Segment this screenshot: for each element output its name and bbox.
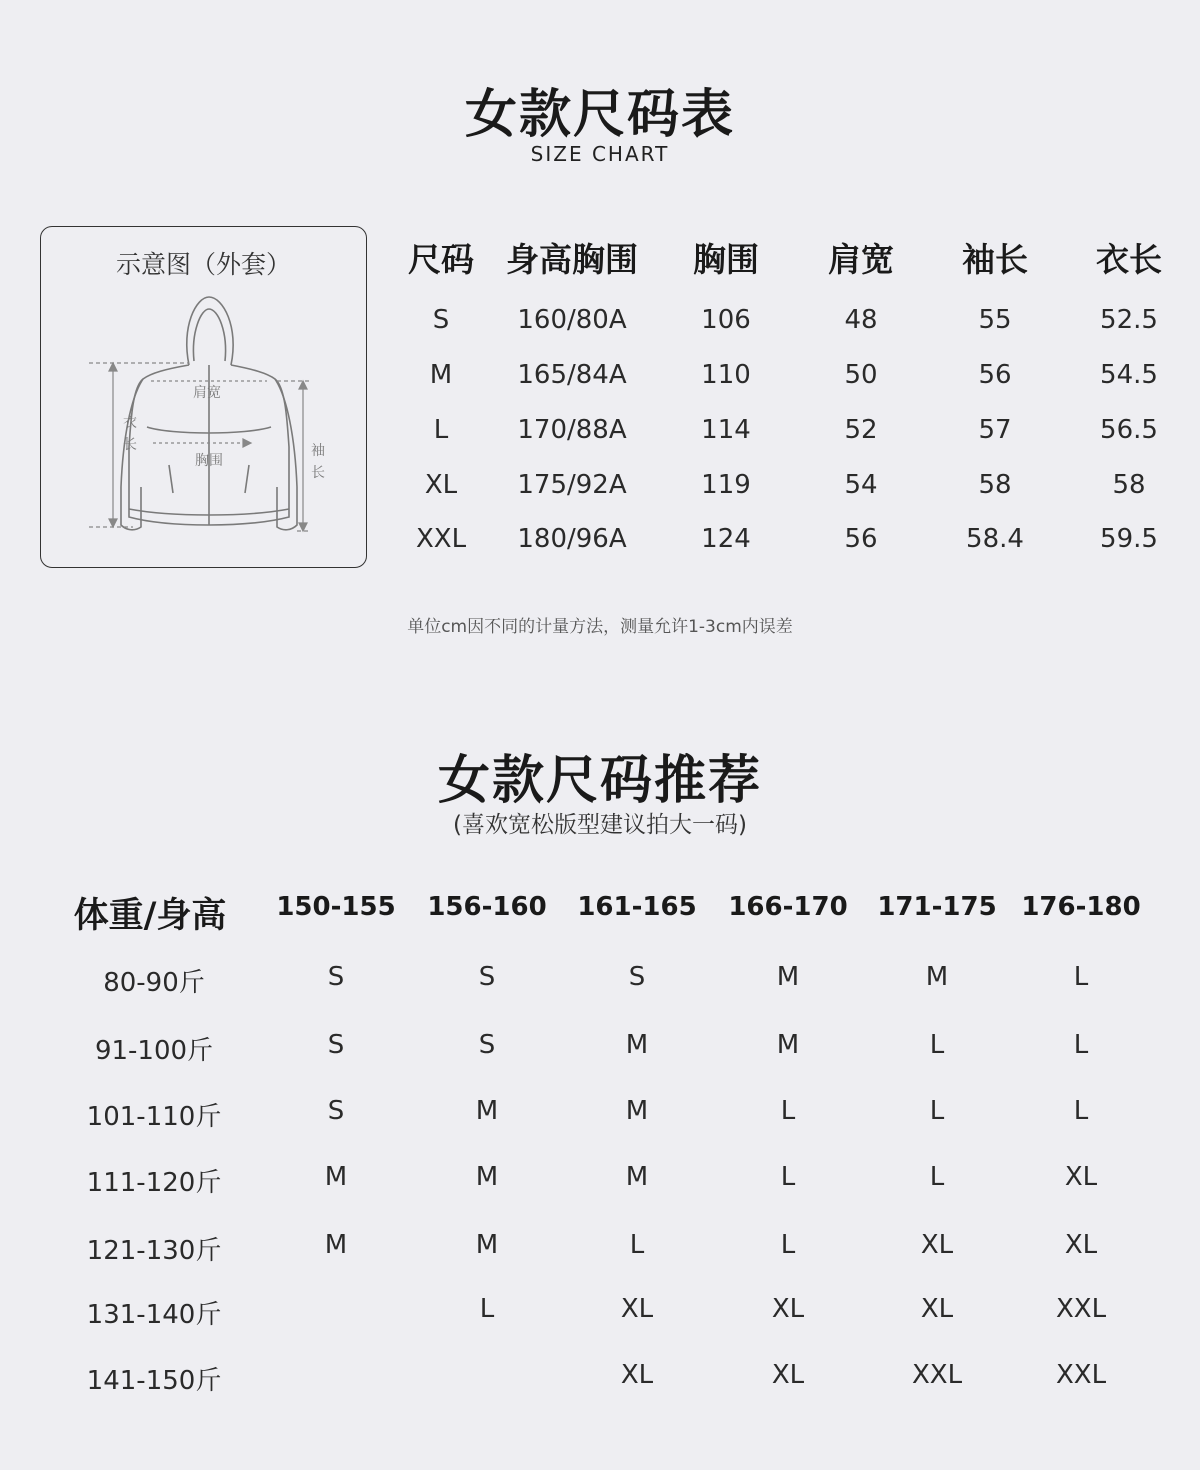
size-header-length: 衣长 <box>1096 240 1162 279</box>
rec-size-cell: M <box>475 1230 499 1260</box>
size-cell-chest: 110 <box>701 360 751 390</box>
recommendation-subtitle: (喜欢宽松版型建议拍大一码) <box>453 812 747 838</box>
size-cell-length: 59.5 <box>1100 524 1158 554</box>
size-cell-sleeve: 55 <box>978 305 1012 335</box>
size-cell-size: S <box>432 305 450 335</box>
rec-size-cell: S <box>478 962 496 992</box>
rec-size-cell: XL <box>920 1230 954 1260</box>
rec-size-cell: L <box>929 1030 945 1060</box>
size-chart-title: 女款尺码表 <box>464 85 735 145</box>
sleeve-label-2: 长 <box>311 465 325 481</box>
size-cell-length: 54.5 <box>1100 360 1158 390</box>
chest-label: 胸围 <box>195 453 223 469</box>
rec-size-cell: XL <box>771 1360 805 1390</box>
rec-size-cell: M <box>324 1230 348 1260</box>
rec-weight-label: 80-90斤 <box>103 968 205 998</box>
rec-size-cell: XL <box>920 1294 954 1324</box>
rec-height-header: 161-165 <box>577 892 697 922</box>
measurement-note: 单位cm因不同的计量方法，测量允许1-3cm内误差 <box>407 617 793 637</box>
size-cell-shoulder: 54 <box>844 470 878 500</box>
rec-size-cell: L <box>780 1230 796 1260</box>
rec-size-cell: S <box>327 1030 345 1060</box>
length-label-2: 长 <box>123 437 137 453</box>
size-cell-size: L <box>433 415 449 445</box>
size-cell-height-chest: 170/88A <box>517 415 627 445</box>
size-cell-chest: 119 <box>701 470 751 500</box>
jacket-outline-icon <box>71 287 341 557</box>
size-cell-size: XL <box>424 470 458 500</box>
size-header-size: 尺码 <box>408 240 474 279</box>
size-cell-shoulder: 48 <box>844 305 878 335</box>
rec-size-cell: S <box>628 962 646 992</box>
size-header-chest: 胸围 <box>693 240 759 279</box>
rec-size-cell: M <box>475 1096 499 1126</box>
size-cell-sleeve: 58 <box>978 470 1012 500</box>
rec-size-cell: L <box>929 1162 945 1192</box>
rec-size-cell: XL <box>1064 1162 1098 1192</box>
rec-height-header: 166-170 <box>728 892 848 922</box>
size-cell-sleeve: 58.4 <box>966 524 1024 554</box>
rec-size-cell: L <box>479 1294 495 1324</box>
recommendation-title: 女款尺码推荐 <box>437 751 762 811</box>
rec-size-cell: XL <box>620 1294 654 1324</box>
size-cell-size: XXL <box>415 524 467 554</box>
size-cell-chest: 114 <box>701 415 751 445</box>
size-cell-chest: 106 <box>701 305 751 335</box>
rec-size-cell: L <box>1073 1096 1089 1126</box>
rec-weight-label: 141-150斤 <box>86 1366 222 1396</box>
size-cell-height-chest: 180/96A <box>517 524 627 554</box>
rec-size-cell: M <box>324 1162 348 1192</box>
rec-weight-label: 121-130斤 <box>86 1236 222 1266</box>
rec-size-cell: XL <box>620 1360 654 1390</box>
rec-weight-label: 101-110斤 <box>86 1102 222 1132</box>
rec-size-cell: XXL <box>1055 1294 1107 1324</box>
rec-size-cell: XL <box>771 1294 805 1324</box>
rec-size-cell: M <box>625 1162 649 1192</box>
rec-size-cell: M <box>625 1030 649 1060</box>
rec-size-cell: L <box>929 1096 945 1126</box>
rec-size-cell: S <box>327 1096 345 1126</box>
sleeve-label-1: 袖 <box>311 443 325 459</box>
size-chart-subtitle: SIZE CHART <box>530 142 670 166</box>
size-cell-shoulder: 52 <box>844 415 878 445</box>
size-cell-shoulder: 56 <box>844 524 878 554</box>
size-cell-chest: 124 <box>701 524 751 554</box>
diagram-label: 示意图（外套） <box>115 250 291 279</box>
jacket-diagram-panel <box>40 226 367 568</box>
size-cell-length: 58 <box>1112 470 1146 500</box>
rec-size-cell: L <box>1073 1030 1089 1060</box>
length-label-1: 衣 <box>123 415 137 431</box>
rec-size-cell: XL <box>1064 1230 1098 1260</box>
rec-weight-label: 91-100斤 <box>94 1036 214 1066</box>
rec-size-cell: S <box>327 962 345 992</box>
size-cell-shoulder: 50 <box>844 360 878 390</box>
rec-size-cell: M <box>925 962 949 992</box>
size-header-shoulder: 肩宽 <box>828 240 894 279</box>
rec-height-header: 176-180 <box>1021 892 1141 922</box>
rec-height-header: 171-175 <box>877 892 997 922</box>
rec-size-cell: L <box>1073 962 1089 992</box>
rec-size-cell: M <box>776 1030 800 1060</box>
rec-weight-label: 111-120斤 <box>86 1168 222 1198</box>
size-header-height-chest: 身高胸围 <box>506 240 638 279</box>
rec-size-cell: M <box>475 1162 499 1192</box>
size-cell-height-chest: 160/80A <box>517 305 627 335</box>
size-header-sleeve: 袖长 <box>962 240 1028 279</box>
rec-size-cell: M <box>776 962 800 992</box>
size-cell-length: 52.5 <box>1100 305 1158 335</box>
rec-size-cell: M <box>625 1096 649 1126</box>
rec-size-cell: L <box>629 1230 645 1260</box>
size-cell-sleeve: 57 <box>978 415 1012 445</box>
size-cell-length: 56.5 <box>1100 415 1158 445</box>
shoulder-label: 肩宽 <box>193 385 221 401</box>
size-cell-sleeve: 56 <box>978 360 1012 390</box>
rec-height-header: 156-160 <box>427 892 547 922</box>
rec-size-cell: L <box>780 1162 796 1192</box>
size-cell-size: M <box>429 360 453 390</box>
rec-corner-header: 体重/身高 <box>73 896 227 936</box>
size-cell-height-chest: 165/84A <box>517 360 627 390</box>
size-cell-height-chest: 175/92A <box>517 470 627 500</box>
rec-size-cell: XXL <box>911 1360 963 1390</box>
rec-size-cell: L <box>780 1096 796 1126</box>
rec-height-header: 150-155 <box>276 892 396 922</box>
rec-size-cell: XXL <box>1055 1360 1107 1390</box>
rec-size-cell: S <box>478 1030 496 1060</box>
rec-weight-label: 131-140斤 <box>86 1300 222 1330</box>
